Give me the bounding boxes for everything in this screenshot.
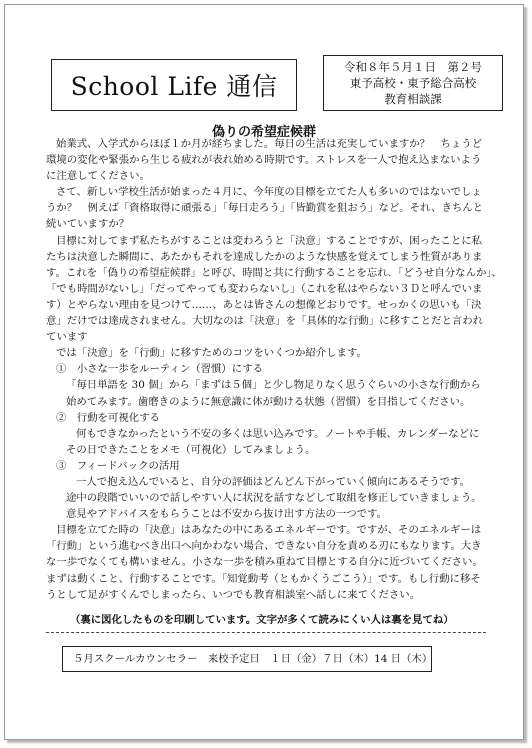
- article-line: 目標に対してまず私たちがすることは変わろうと「決意」することですが、困ったことに私: [56, 234, 483, 247]
- article-line: まずは動くこと、行動することです。「知覚動考（ともかくうごこう）」です。もし行動に移そ: [46, 572, 481, 585]
- article-line: 意」だけでは達成されません。大切なのは「決意」を「具体的な行動」に移すことだと言われ: [46, 315, 484, 328]
- article-line: す。これを「偽りの希望症候群」と呼び、時間と共に行動することを忘れ､「どうせ自分なんか」、: [46, 266, 502, 279]
- newsletter-title-box: [51, 59, 297, 111]
- article-line: さて、新しい学校生活が始まった４月に、今年度の目標を立てた人も多いのではないでしょ: [56, 186, 482, 199]
- newsletter-title: School Life 通信: [70, 72, 278, 101]
- article-line: 続いていますか？: [46, 218, 130, 231]
- article-line: 環境の変化や緊張から生じる疲れが表れ始める時期です。ストレスを一人で抱え込まないよう: [46, 154, 482, 167]
- article-line: では「決意」を「行動」に移すためのコツをいくつか紹介します。: [56, 347, 367, 360]
- article-line: 「行動」という進むべき出口へ向かわない場合、できない自分を責める刃にもなります。大き: [46, 540, 482, 553]
- article-line: ③ フィードバックの活用: [56, 459, 180, 472]
- article-line: 途中の段階でいいので話しやすい人に状況を話すなどして取組を修正していきましょう。: [66, 492, 482, 505]
- article-line: その日できたことをメモ（可視化）してみましょう。: [66, 443, 316, 456]
- article-line: たちは決意した瞬間に、あたかもそれを達成したかのような快感を覚えてしまう性質がありま: [46, 250, 483, 263]
- article-line: うか？ 例えば「資格取得に頑張る」「毎日走ろう」「皆勤賞を狙おう」など。それ、きちんと: [46, 202, 484, 215]
- article-title: 偽りの希望症候群: [211, 125, 316, 140]
- school-names: 東予高校・東予総合高校: [349, 76, 477, 90]
- article-line: 「毎日単語を 30 個」から「まずは５個」と少し物足りなく思うぐらいの小さな行動から: [66, 379, 481, 392]
- article-line: 始めてみます。歯磨きのように無意識に体が動ける状態（習慣）を目指してください。: [66, 395, 471, 408]
- counselor-schedule-text: ５月スクールカウンセラー 来校予定日 １日（金）７日（木）14 日（木）: [73, 653, 433, 665]
- article-line: うとして足がすくんでしまったら、いつでも教育相談室へ話しに来てください。: [46, 588, 421, 601]
- counselor-schedule-box: [62, 646, 432, 672]
- article-line: 何もできなかったという不安の多くは思い込みです。ノートや手帳、カレンダーなどに: [76, 427, 480, 440]
- article-body: [46, 136, 514, 603]
- article-line: ています: [46, 331, 88, 344]
- issue-date-number: 令和８年５月１日 第２号: [344, 60, 482, 74]
- article-line: 意見やアドバイスをもらうことは不安から抜け出す方法の一つです。: [66, 508, 387, 521]
- article-line: ② 行動を可視化する: [56, 411, 160, 424]
- article-line: に注意してください。: [46, 170, 150, 183]
- department-name: 教育相談課: [384, 92, 442, 106]
- dashed-divider: [46, 632, 486, 633]
- article-line: な一歩でなくても構いません。小さな一歩を積み重ねて目標とする自分に近づいてください。: [46, 556, 483, 569]
- article-line: 目標を立てた時の「決意」はあなたの中にあるエネルギーです。ですが、そのエネルギーは: [56, 524, 482, 537]
- article-line: 始業式、入学式からほぼ１か月が経ちました。毎日の生活は充実していますか？ ちょうど: [56, 138, 483, 150]
- article-line: ① 小さな一歩をルーティン（習慣）にする: [56, 363, 263, 376]
- issue-info-box: [323, 55, 503, 111]
- article-line: す）とやらない理由を見つけて……、あとは皆さんの想像どおりです。せっかくの思いも「決: [46, 298, 482, 311]
- back-side-note: （裏に図化したものを印刷しています。文字が多くて読みにくい人は裏を見てね）: [70, 614, 454, 626]
- article-line: 「でも時間がないし」「だってやっても変わらないし」（これを私はやらない３Ｄと呼んでいま: [46, 282, 483, 295]
- article-line: 一人で抱え込んでいると、自分の評価はどんどん下がっていく傾向にあるそうです。: [76, 475, 471, 488]
